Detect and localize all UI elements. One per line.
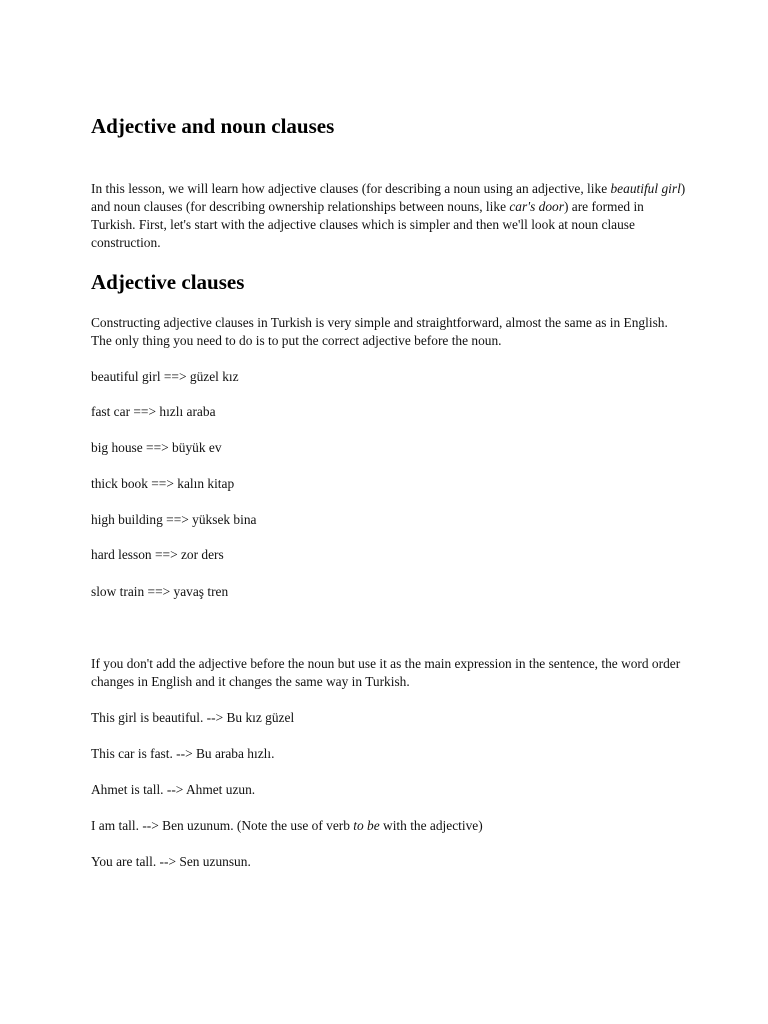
sentence-example: You are tall. --> Sen uzunsun. <box>91 854 251 869</box>
sentence-example-note <box>91 817 691 835</box>
note-text-before: I am tall. --> Ben uzunum. (Note the use of verb <box>91 818 354 833</box>
intro-emphasis-cars-door: car's door <box>509 199 564 214</box>
adjective-intro-paragraph: Constructing adjective clauses in Turkish is very simple and straightforward, almost the same as in English. The only thing you need to do is to put the correct adjective before the noun. <box>91 315 668 348</box>
intro-text-2: ) and noun clauses (for describing ownership relationships between nouns, like <box>91 181 686 214</box>
intro-emphasis-beautiful-girl: beautiful girl <box>610 181 681 196</box>
sentence-example: This car is fast. --> Bu araba hızlı. <box>91 746 275 761</box>
example-line: hard lesson ==> zor ders <box>91 547 224 562</box>
sentence-example: This girl is beautiful. --> Bu kız güzel <box>91 710 295 725</box>
note-emphasis-to-be: to be <box>353 818 380 833</box>
word-order-paragraph: If you don't add the adjective before the noun but use it as the main expression in the sentence, the word order changes in English and it changes the same way in Turkish. <box>91 656 681 689</box>
example-line: beautiful girl ==> güzel kız <box>91 369 239 384</box>
example-line: slow train ==> yavaş tren <box>91 584 229 599</box>
intro-text-3: ) are formed in Turkish. First, let's start with the adjective clauses which is simpler and then we'll look at noun clause construction. <box>91 199 644 250</box>
intro-text-1: In this lesson, we will learn how adjective clauses (for describing a noun using an adjective, like <box>91 181 611 196</box>
sentence-example: Ahmet is tall. --> Ahmet uzun. <box>91 782 256 797</box>
page-title: Adjective and noun clauses <box>91 114 335 138</box>
example-line: high building ==> yüksek bina <box>91 512 257 527</box>
intro-paragraph <box>91 180 691 252</box>
section-heading-adjective-clauses: Adjective clauses <box>91 270 245 294</box>
example-line: fast car ==> hızlı araba <box>91 404 216 419</box>
example-line: big house ==> büyük ev <box>91 440 222 455</box>
note-text-after: with the adjective) <box>379 818 483 833</box>
example-line: thick book ==> kalın kitap <box>91 476 235 491</box>
